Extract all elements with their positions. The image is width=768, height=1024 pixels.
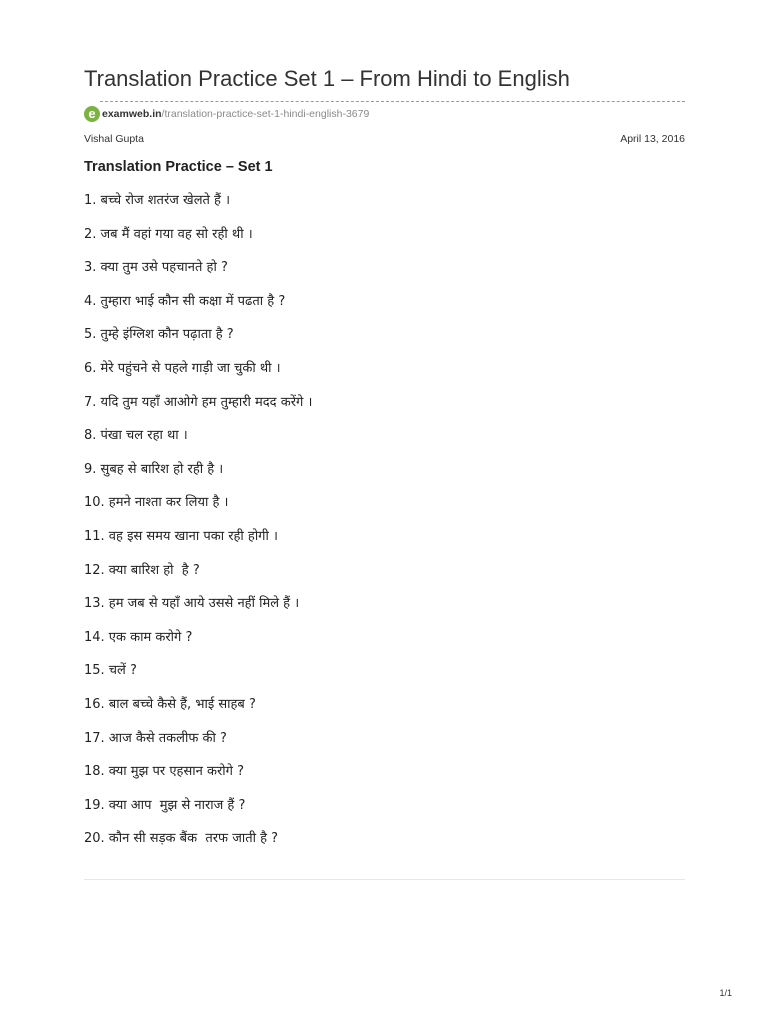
source-site: examweb.in [102,108,162,120]
sentence-item: 5. तुम्हे इंग्लिश कौन पढ़ाता है ? [84,327,234,343]
source-link[interactable] [84,105,369,123]
sentence-item: 11. वह इस समय खाना पका रही होगी । [84,528,278,544]
sentence-item: 18. क्या मुझ पर एहसान करोगे ? [84,764,244,780]
sentence-item: 13. हम जब से यहाँ आये उससे नहीं मिले हैं । [84,596,300,612]
page-count: 1/1 [719,988,732,998]
title-dashed-divider [100,101,685,102]
page-title: Translation Practice Set 1 – From Hindi to English [84,66,570,91]
sentence-item: 16. बाल बच्चे कैसे हैं, भाई साहब ? [84,696,256,712]
content-end-divider [84,879,685,880]
section-heading: Translation Practice – Set 1 [84,159,273,175]
sentence-item: 10. हमने नाश्ता कर लिया है । [84,495,229,511]
examweb-logo-icon: e [84,106,100,122]
sentence-item: 14. एक काम करोगे ? [84,629,193,645]
sentence-item: 9. सुबह से बारिश हो रही है । [84,461,224,477]
sentence-item: 3. क्या तुम उसे पहचानते हो ? [84,260,228,276]
publish-date: April 13, 2016 [620,133,685,145]
sentence-item: 12. क्या बारिश हो है ? [84,562,200,578]
source-path: /translation-practice-set-1-hindi-english-3679 [161,108,370,120]
author-name: Vishal Gupta [84,133,144,145]
sentence-item: 2. जब मैं वहां गया वह सो रही थी । [84,226,253,242]
sentence-item: 15. चलें ? [84,663,137,679]
sentence-item: 8. पंखा चल रहा था । [84,428,188,444]
sentence-item: 19. क्या आप मुझ से नाराज हैं ? [84,797,246,813]
sentence-item: 20. कौन सी सड़क बैंक तरफ जाती है ? [84,831,279,847]
article-meta [84,133,685,145]
sentence-item: 6. मेरे पहुंचने से पहले गाड़ी जा चुकी थी । [84,360,281,376]
sentence-item: 7. यदि तुम यहाँ आओगे हम तुम्हारी मदद करेंगे । [84,394,313,410]
sentence-list [84,191,312,863]
sentence-item: 4. तुम्हारा भाई कौन सी कक्षा में पढता है ? [84,293,286,309]
sentence-item: 17. आज कैसे तकलीफ की ? [84,730,227,746]
sentence-item: 1. बच्चे रोज शतरंज खेलते हैं । [84,193,231,208]
